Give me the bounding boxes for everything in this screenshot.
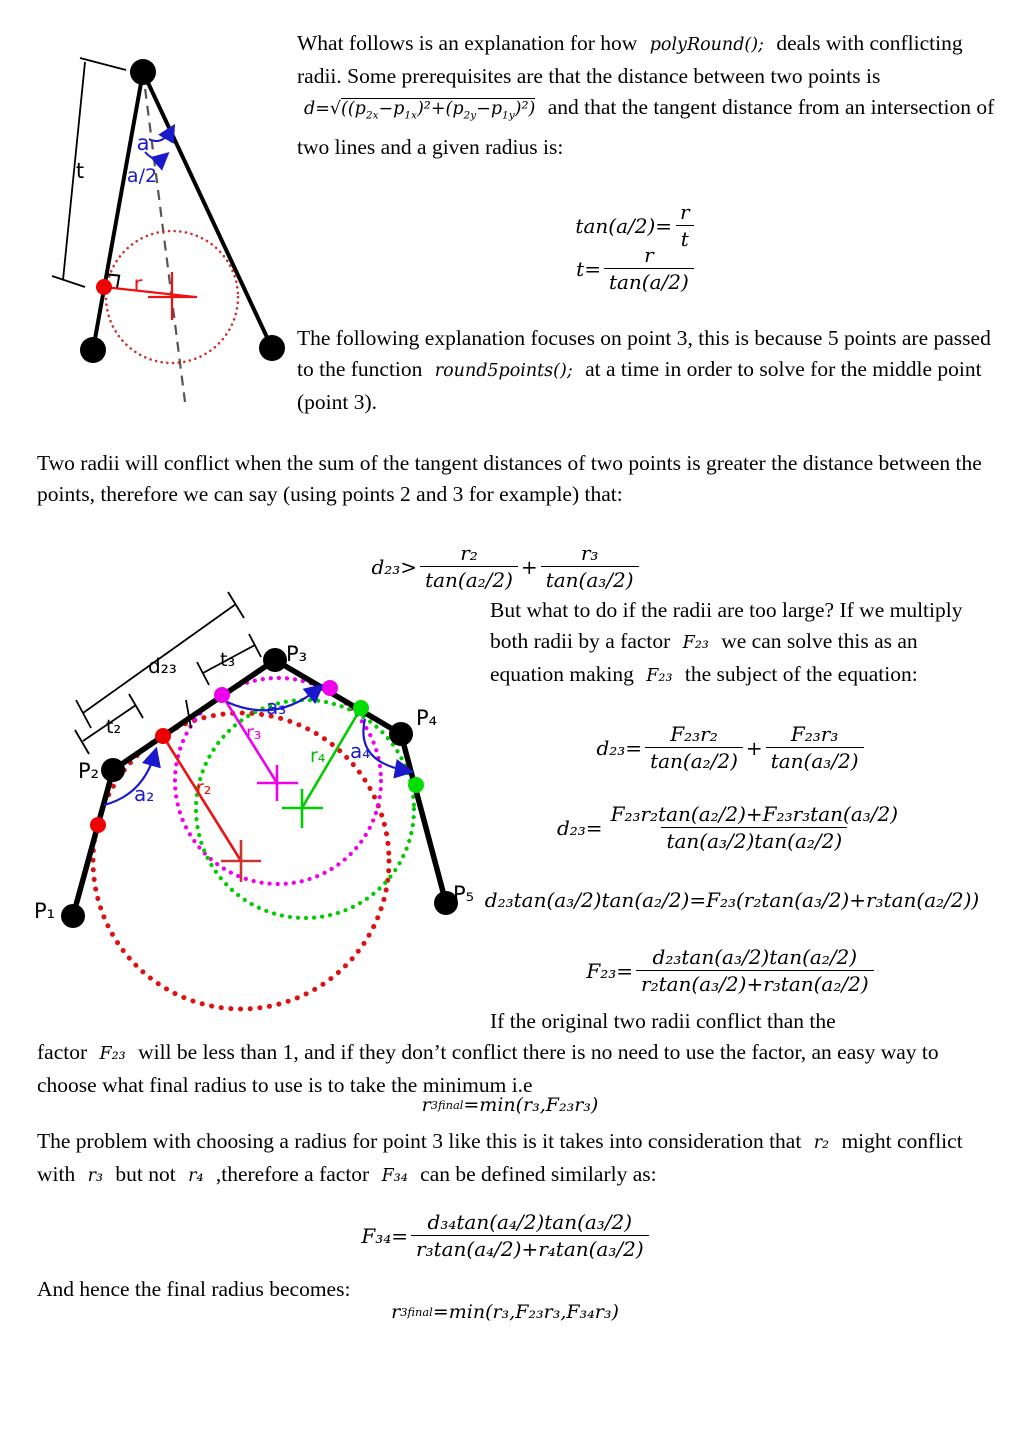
r2-inline: r₂: [813, 1133, 830, 1153]
polyround-inline-code: polyRound();: [649, 35, 764, 55]
p3-dot: [263, 648, 287, 672]
paragraph-radii-too-large: But what to do if the radii are too large? If we multiply both radii by a factor F₂₃ we can solve this as an equation making F₂₃ the subject of the equation:: [490, 598, 963, 686]
r2-tangent-dot-upper: [155, 728, 171, 744]
distance-formula-inline: $d=√((p_{2x}-p_{1x})^2+(p_{2y}-p_{1y})^2)$: [304, 99, 536, 122]
t2-tick-right: [129, 694, 143, 718]
label-t2: t₂: [106, 716, 122, 738]
f23-inline-1: F₂₃: [682, 633, 709, 653]
paragraph-if-conflict-line1: If the original two radii conflict than the: [490, 1009, 836, 1033]
r3-inline: r₃: [87, 1166, 103, 1186]
r3-tangent-dot-right: [322, 680, 338, 696]
paragraph-if-conflict-rest: factor F₂₃ will be less than 1, and if they don’t conflict there is no need to use the factor, an easy way to choose what final radius to use is to take the minimum i.e: [37, 1040, 939, 1097]
label-p2: P₂: [78, 759, 100, 783]
intro-text-1: What follows is an explanation for how: [297, 31, 638, 55]
tangent-point-dot: [96, 279, 112, 295]
intro-text-3: and that the tangent distance from an intersection of two lines and a given radius is:: [297, 95, 995, 159]
label-a2: a₂: [134, 782, 155, 806]
label-a3: a₃: [266, 695, 287, 719]
label-r3: r₃: [246, 722, 262, 744]
equation-d23-expanded: d₂₃tan(a₃/2)tan(a₂/2)=F₂₃(r₂tan(a₃/2)+r₃tan(a₂/2)): [484, 888, 980, 912]
label-a-half: a/2: [126, 165, 158, 187]
focus-text-2: at a time in order to solve for the middle point (point 3).: [297, 357, 982, 414]
paragraph-hence: And hence the final radius becomes:: [37, 1277, 351, 1301]
label-a: a: [136, 131, 150, 155]
t-dimension-tick-top: [80, 58, 126, 70]
right-end-dot: [259, 335, 285, 361]
equation-d23-combined: d₂₃= $\frac{\text{F₂₃r₂tan(a₂/2)+F₂₃r₃tan(a₃/2)}}{\text{tan(a₃/2)tan(a₂/2)}}$: [556, 802, 899, 853]
p2-dot: [101, 758, 125, 782]
r4-inline: r₄: [188, 1166, 204, 1186]
polyline-radii-diagram: [28, 588, 506, 1036]
r4-tangent-dot-right: [408, 777, 424, 793]
label-d23: d₂₃: [148, 654, 177, 678]
paragraph-conflict: Two radii will conflict when the sum of the tangent distances of two points is greater the distance between the points, therefore we can say (using points 2 and 3 for example) that:: [37, 451, 982, 506]
label-t3: t₃: [220, 649, 236, 671]
round5points-inline-code: round5points();: [434, 361, 573, 381]
focus-text-1: The following explanation focuses on point 3, this is because 5 points are passed to the function: [297, 326, 991, 381]
t2-tick-left: [75, 730, 89, 754]
label-t: t: [75, 159, 85, 183]
p4-dot: [389, 722, 413, 746]
radius-line: [104, 287, 195, 297]
label-p3: P₃: [286, 642, 308, 666]
label-p5: P₅: [453, 882, 475, 906]
label-p4: P₄: [416, 706, 438, 730]
equation-r3final-min-full: r 3final =min(r₃,F₂₃r₃,F₃₄r₃): [391, 1301, 619, 1323]
equation-r3final-min: r 3final =min(r₃,F₂₃r₃): [421, 1094, 599, 1116]
equation-t-def: t= $\frac{r}{\tan(a/2)}$: [480, 243, 790, 294]
label-a4: a₄: [350, 739, 371, 763]
f34-inline: F₃₄: [381, 1166, 408, 1186]
f23-inline-3: F₂₃: [99, 1044, 126, 1064]
left-line: [93, 72, 143, 350]
f23-inline-2: F₂₃: [646, 666, 673, 686]
equation-d23-factored: d₂₃= $\frac{\text{F₂₃r₂}}{\text{tan(a₂/2)}}$ + $\frac{\text{F₂₃r₃}}{\text{tan(a₃/2)}}$: [580, 722, 880, 773]
label-r4: r₄: [310, 745, 326, 767]
d23-tick-right: [228, 592, 244, 618]
d23-tick-left: [76, 700, 91, 728]
paragraph-intro: [297, 28, 997, 163]
label-r2: r₂: [196, 777, 212, 799]
label-r: r: [133, 272, 143, 296]
equation-f34: F₃₄= $\frac{\text{d₃₄tan(a₄/2)tan(a₃/2)}}{\text{r₃tan(a₄/2)+r₄tan(a₃/2)}}$: [340, 1210, 670, 1261]
left-end-dot: [80, 337, 106, 363]
p1-dot: [61, 904, 85, 928]
paragraph-problem: The problem with choosing a radius for point 3 like this is it takes into consideration that r₂ might conflict with r₃ but not r₄ ,therefore a factor F₃₄ can be defined similarly as:: [37, 1129, 963, 1186]
right-line: [143, 72, 272, 348]
tangent-angle-diagram: [30, 40, 310, 435]
t-dimension-tick-bottom: [52, 276, 85, 287]
r2-tangent-dot-lower: [90, 817, 106, 833]
r4-tangent-dot-left: [353, 700, 369, 716]
equation-tan-half: tan(a/2)= $\frac{r}{t}$: [480, 200, 790, 251]
intro-text-2: deals with conflicting radii. Some prerequisites are that the distance between two points is: [297, 31, 963, 88]
vertex-dot: [130, 59, 156, 85]
label-p1: P₁: [34, 899, 56, 923]
equation-f23: F₂₃= $\frac{\text{d₂₃tan(a₃/2)tan(a₂/2)}}{\text{r₂tan(a₃/2)+r₃tan(a₂/2)}}$: [560, 945, 900, 996]
t3-tick-right: [249, 634, 261, 657]
equation-d23-inequality: d₂₃> $\frac{\text{r₂}}{\text{tan(a₂/2)}}$ + $\frac{\text{r₃}}{\text{tan(a₃/2)}}$: [355, 541, 655, 592]
paragraph-focus-point3: [297, 323, 1002, 418]
t3-tick-left: [197, 662, 209, 685]
r3-tangent-dot-left: [214, 687, 230, 703]
